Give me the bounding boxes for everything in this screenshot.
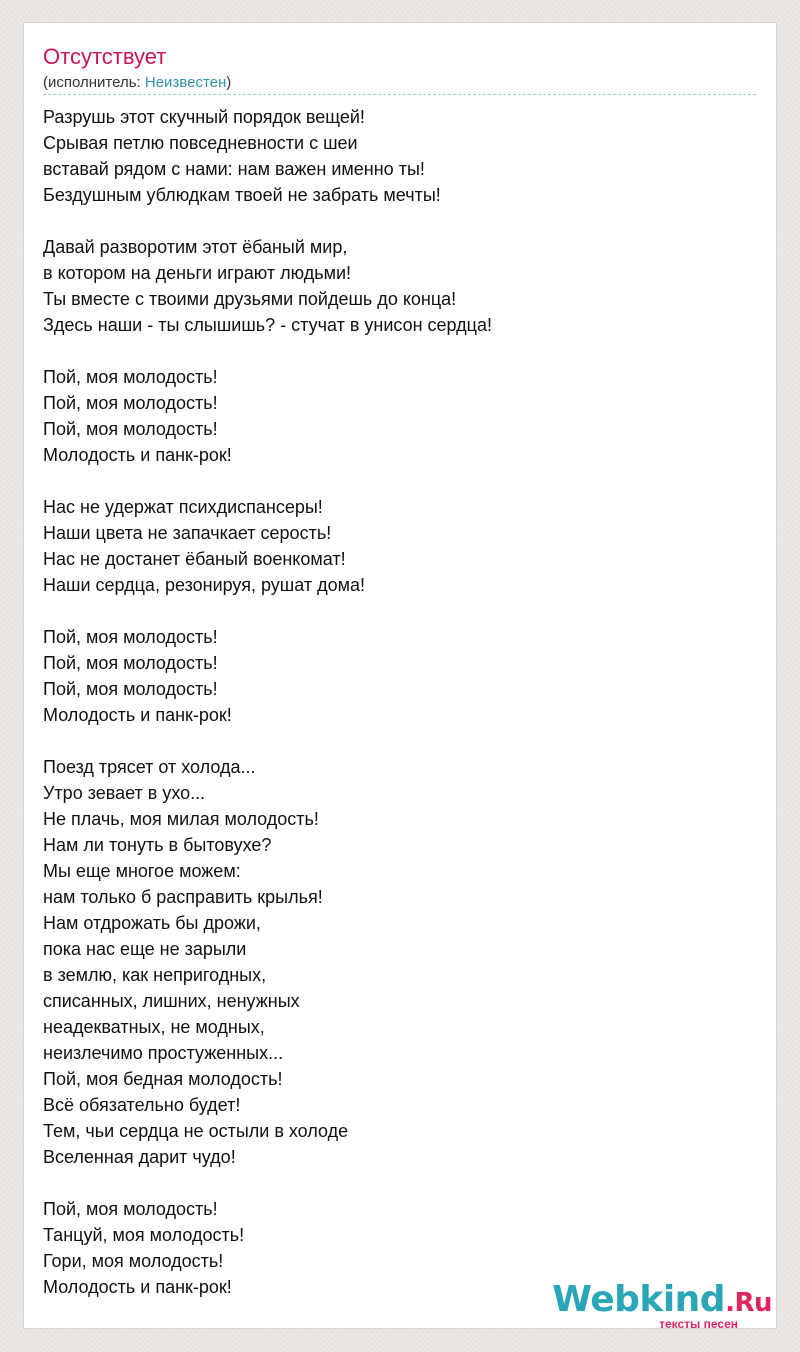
lyric-line: в землю, как непригодных,: [43, 965, 267, 985]
lyric-line: Пой, моя молодость!: [43, 653, 218, 673]
lyric-line: Молодость и панк-рок!: [43, 445, 232, 465]
stanza: [43, 754, 753, 1170]
lyric-line: Танцуй, моя молодость!: [43, 1225, 245, 1245]
stanza: [43, 234, 753, 338]
lyric-line: Разрушь этот скучный порядок вещей!: [43, 107, 365, 127]
lyric-line: Всё обязательно будет!: [43, 1095, 241, 1115]
site-logo[interactable]: [552, 1279, 772, 1331]
lyric-line: Нам отдрожать бы дрожи,: [43, 913, 261, 933]
title-divider: [43, 94, 756, 95]
meta-suffix: ): [226, 74, 232, 91]
lyric-line: неизлечимо простуженных...: [43, 1043, 284, 1063]
lyric-line: Пой, моя молодость!: [43, 419, 218, 439]
lyric-line: нам только б расправить крылья!: [43, 887, 323, 907]
artist-link[interactable]: Неизвестен: [144, 74, 227, 91]
chorus: [43, 624, 753, 728]
logo-main-text: Webkind: [552, 1279, 726, 1320]
lyric-line: Вселенная дарит чудо!: [43, 1147, 236, 1167]
lyric-line: Пой, моя молодость!: [43, 627, 218, 647]
song-meta: [43, 73, 231, 93]
lyric-line: Пой, моя бедная молодость!: [43, 1069, 283, 1089]
lyrics-card: [23, 22, 777, 1329]
lyric-line: Срывая петлю повседневности с шеи: [43, 133, 358, 153]
lyric-line: Пой, моя молодость!: [43, 1199, 218, 1219]
lyric-line: Мы еще многое можем:: [43, 861, 241, 881]
lyric-line: списанных, лишних, ненужных: [43, 991, 300, 1011]
lyric-line: Пой, моя молодость!: [43, 679, 218, 699]
lyric-line: Тем, чьи сердца не остыли в холоде: [43, 1121, 349, 1141]
song-title: Отсутствует: [43, 44, 167, 69]
lyric-line: Бездушным ублюдкам твоей не забрать мечты!: [43, 185, 441, 205]
lyric-line: Здесь наши - ты слышишь? - стучат в унисон сердца!: [43, 315, 492, 335]
lyric-line: Гори, моя молодость!: [43, 1251, 224, 1271]
lyric-line: Поезд трясет от холода...: [43, 757, 256, 777]
lyric-line: Утро зевает в ухо...: [43, 783, 206, 803]
lyric-line: Пой, моя молодость!: [43, 367, 218, 387]
chorus: [43, 364, 753, 468]
stanza: [43, 494, 753, 598]
lyric-line: в котором на деньги играют людьми!: [43, 263, 352, 283]
logo-tld-text: .Ru: [725, 1288, 772, 1318]
lyric-line: Нас не достанет ёбаный военкомат!: [43, 549, 346, 569]
lyric-line: Не плачь, моя милая молодость!: [43, 809, 319, 829]
stanza: [43, 104, 753, 208]
meta-prefix: (исполнитель:: [43, 74, 145, 91]
logo-tagline: тексты песен: [659, 1317, 738, 1331]
lyric-line: Наши цвета не запачкает серость!: [43, 523, 332, 543]
lyric-line: Нам ли тонуть в бытовухе?: [43, 835, 272, 855]
lyric-line: Давай разворотим этот ёбаный мир,: [43, 237, 348, 257]
lyric-line: пока нас еще не зарыли: [43, 939, 247, 959]
lyric-line: неадекватных, не модных,: [43, 1017, 265, 1037]
lyric-line: Нас не удержат психдиспансеры!: [43, 497, 323, 517]
lyric-line: Ты вместе с твоими друзьями пойдешь до конца!: [43, 289, 457, 309]
lyric-line: Молодость и панк-рок!: [43, 705, 232, 725]
logo-wordmark: [552, 1279, 772, 1320]
lyrics-text: [43, 104, 753, 1300]
lyric-line: Пой, моя молодость!: [43, 393, 218, 413]
lyric-line: Молодость и панк-рок!: [43, 1277, 232, 1297]
lyric-line: Наши сердца, резонируя, рушат дома!: [43, 575, 365, 595]
lyric-line: вставай рядом с нами: нам важен именно ты!: [43, 159, 425, 179]
